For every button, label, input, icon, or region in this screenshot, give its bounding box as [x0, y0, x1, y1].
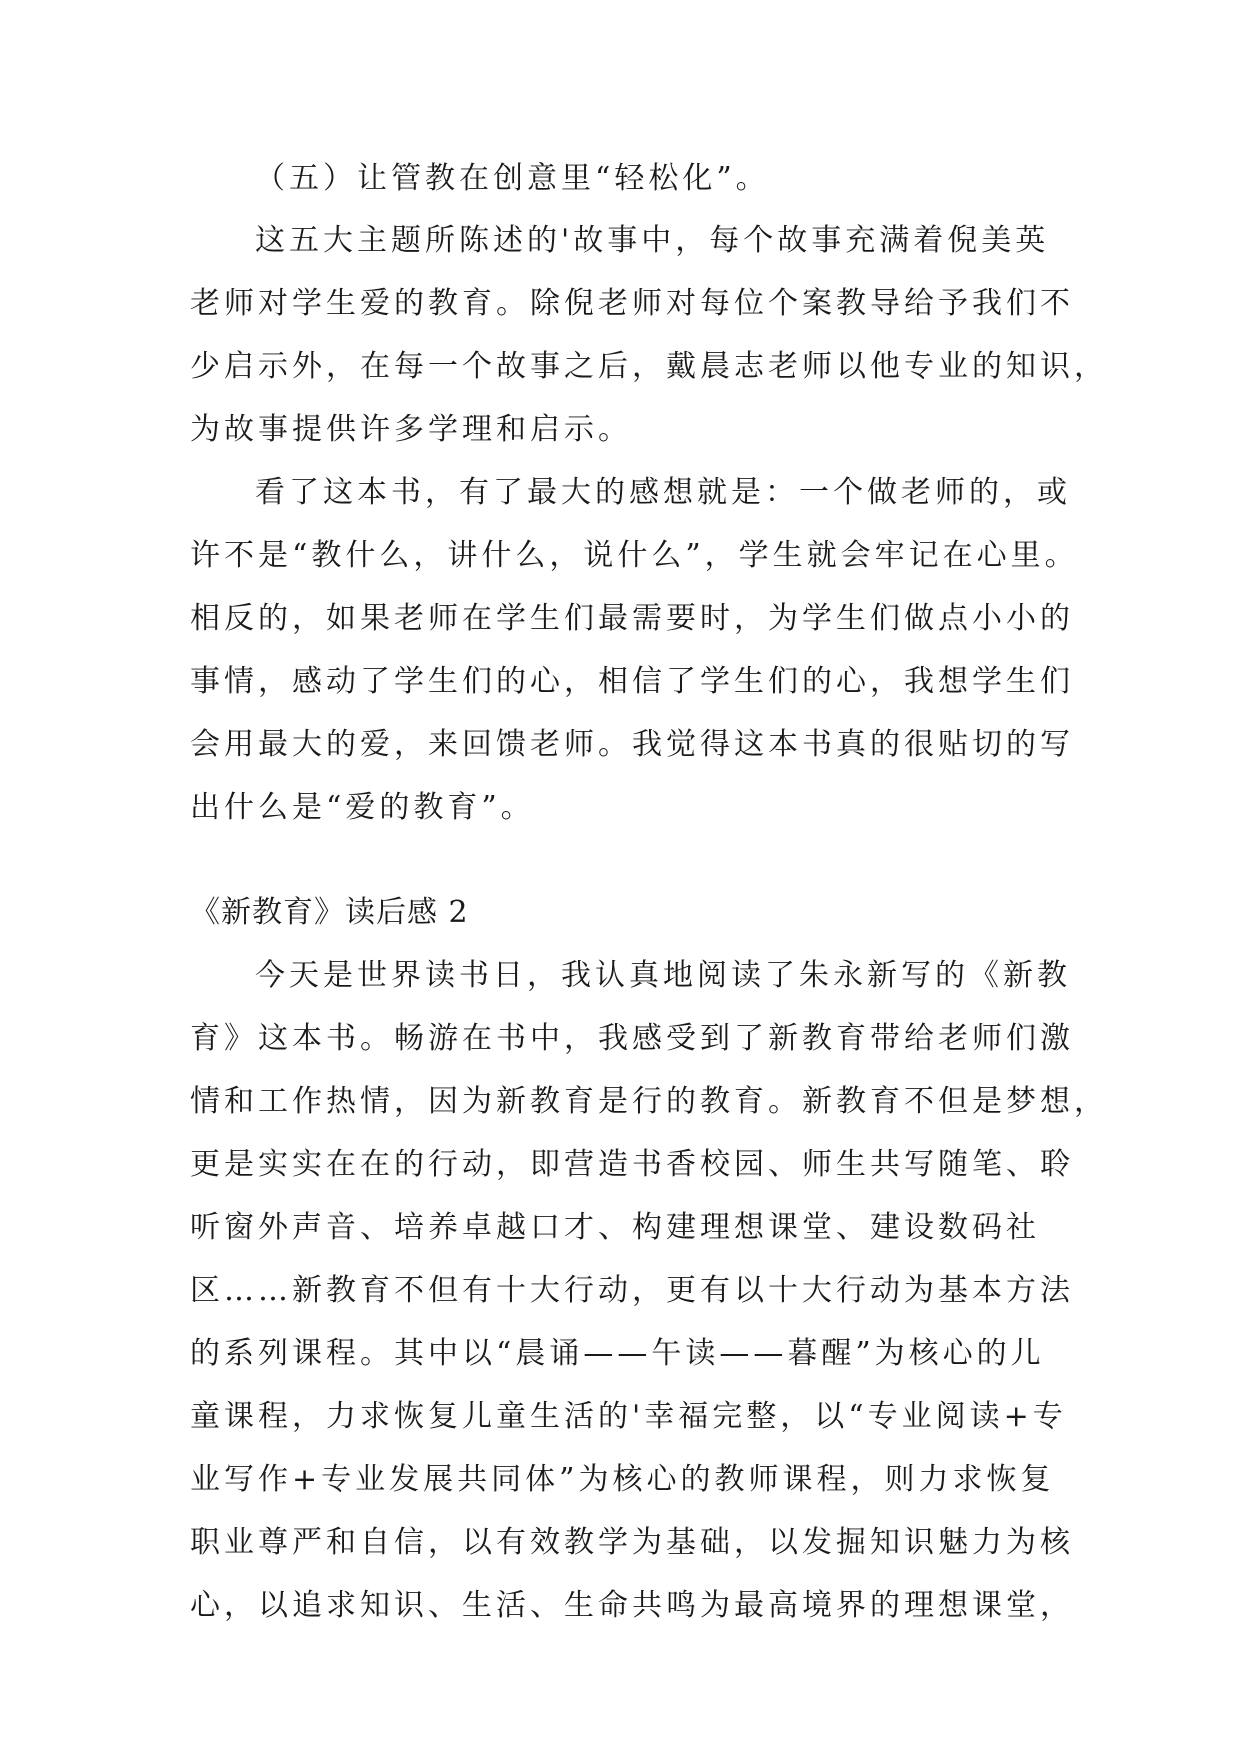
paragraph-line: 业写作+专业发展共同体”为核心的教师课程，则力求恢复 [190, 1462, 1055, 1497]
article-heading: 《新教育》读后感 2 [190, 895, 469, 930]
paragraph-line: 区……新教育不但有十大行动，更有以十大行动为基本方法 [190, 1273, 1074, 1308]
paragraph-line: 出什么是“爱的教育”。 [190, 790, 535, 825]
paragraph-line: 听窗外声音、培养卓越口才、构建理想课堂、建设数码社 [190, 1210, 1040, 1245]
paragraph-line: 看了这本书，有了最大的感想就是：一个做老师的，或 [255, 475, 1071, 510]
paragraph-line: 会用最大的爱，来回馈老师。我觉得这本书真的很贴切的写 [190, 727, 1074, 762]
paragraph-line: 相反的，如果老师在学生们最需要时，为学生们做点小小的 [190, 601, 1074, 636]
paragraph-line: 更是实实在在的行动，即营造书香校园、师生共写随笔、聆 [190, 1147, 1074, 1182]
section-heading-five: （五）让管教在创意里“轻松化”。 [255, 161, 770, 196]
paragraph-line: 事情，感动了学生们的心，相信了学生们的心，我想学生们 [190, 664, 1074, 699]
paragraph-line: 许不是“教什么，讲什么，说什么”，学生就会牢记在心里。 [190, 538, 1079, 573]
paragraph-line: 职业尊严和自信，以有效教学为基础，以发掘知识魅力为核 [190, 1525, 1074, 1560]
paragraph-line: 少启示外，在每一个故事之后，戴晨志老师以他专业的知识， [190, 349, 1108, 384]
paragraph-line: 心，以追求知识、生活、生命共鸣为最高境界的理想课堂， [190, 1588, 1074, 1623]
paragraph-line: 育》这本书。畅游在书中，我感受到了新教育带给老师们激 [190, 1021, 1074, 1056]
paragraph-line: 今天是世界读书日，我认真地阅读了朱永新写的《新教 [255, 958, 1071, 993]
paragraph-line: 为故事提供许多学理和启示。 [190, 412, 632, 447]
paragraph-line: 童课程，力求恢复儿童生活的'幸福完整，以“专业阅读+专 [190, 1399, 1067, 1434]
paragraph-line: 这五大主题所陈述的'故事中，每个故事充满着倪美英 [255, 223, 1050, 258]
paragraph-line: 老师对学生爱的教育。除倪老师对每位个案教导给予我们不 [190, 286, 1074, 321]
paragraph-line: 的系列课程。其中以“晨诵——午读——暮醒”为核心的儿 [190, 1336, 1045, 1371]
paragraph-line: 情和工作热情，因为新教育是行的教育。新教育不但是梦想， [190, 1084, 1108, 1119]
